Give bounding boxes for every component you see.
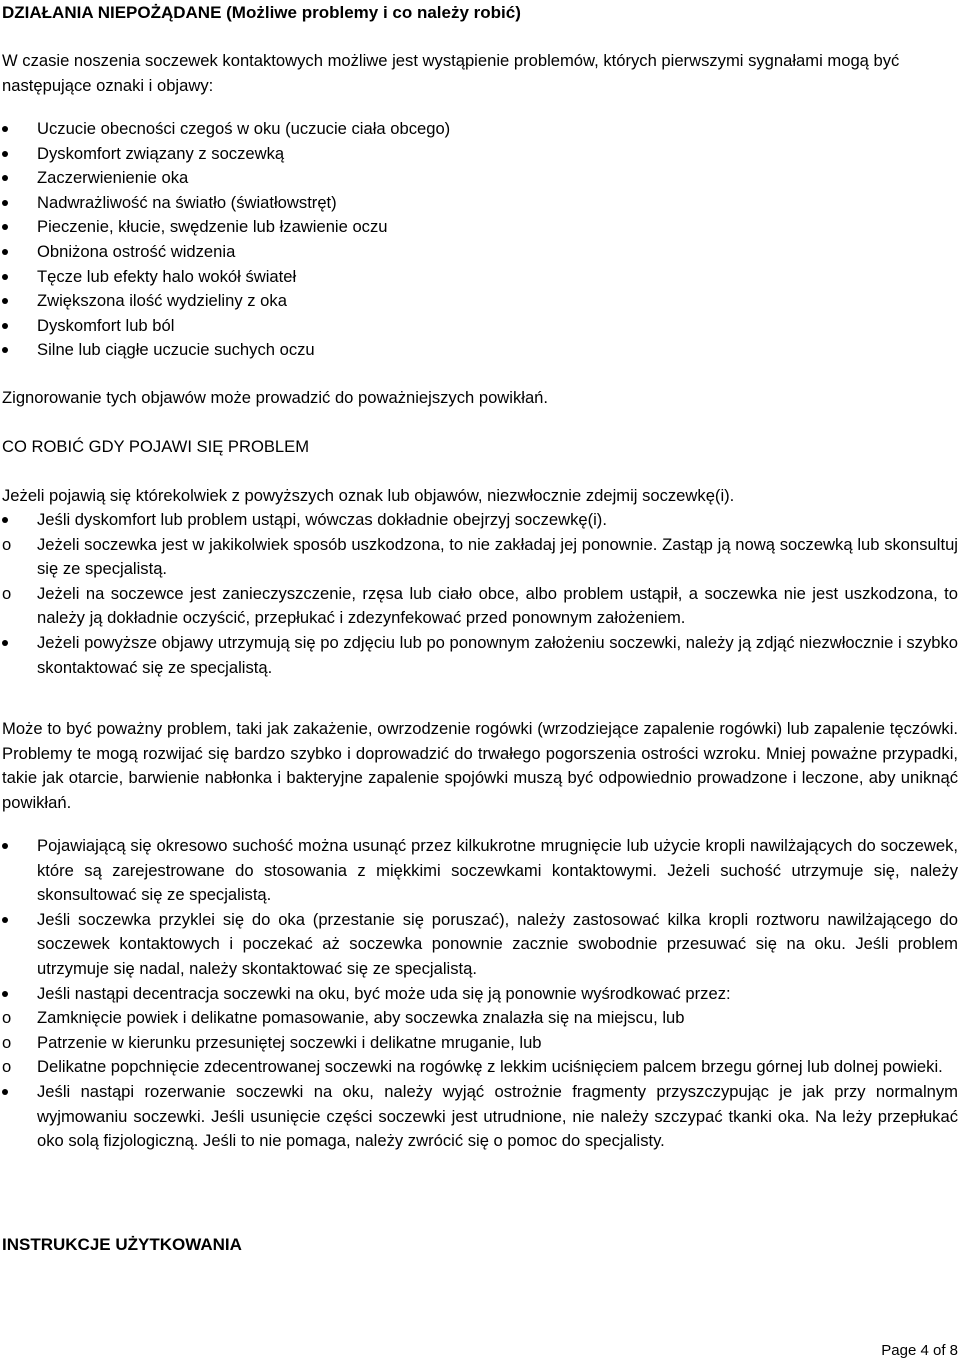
serious-problem-paragraph: Może to być poważny problem, taki jak zakażenie, owrzodzenie rogówki (wrzodziejące zapalenie rogówki) lub zapalenie tęczówki. Problemy te mogą rozwijać się bardzo szybko i doprowadzić do trwałego pogorszenia ostrości wzroku. Mniej poważne przypadki, takie jak otarcie, barwienie nabłonka i bakteryjne zapalenie spojówki muszą być odpowiednio prowadzone i leczone, aby uniknąć powikłań. bbox=[2, 719, 958, 812]
bullet-icon bbox=[2, 517, 8, 523]
section-title-what-to-do: CO ROBIĆ GDY POJAWI SIĘ PROBLEM bbox=[2, 437, 310, 456]
list-item: Jeśli nastąpi rozerwanie soczewki na oku, należy wyjąć ostrożnie fragmenty przyszczypując je jak przy normalnym wyjmowaniu soczewki. Jeśli usunięcie części soczewki jest utrudnione, nie należy szczypać tkanki oka. Na leży przepłukać oko solą fizjologiczną. Jeśli to nie pomaga, należy zwrócić się o pomoc do specjalisty. bbox=[2, 1080, 958, 1154]
sub-list-item: o Zamknięcie powiek i delikatne pomasowanie, aby soczewka znalazła się na miejscu, lub bbox=[2, 1006, 958, 1031]
bullet-icon bbox=[2, 200, 8, 206]
list-item: Jeżeli powyższe objawy utrzymują się po zdjęciu lub po ponownym założeniu soczewki, należy ją zdjąć niezwłocznie i szybko skontaktować się ze specjalistą. bbox=[2, 631, 958, 680]
warning-paragraph: Zignorowanie tych objawów może prowadzić do poważniejszych powikłań. bbox=[2, 388, 549, 407]
list-item: Tęcze lub efekty halo wokół świateł bbox=[2, 265, 958, 290]
bullet-icon bbox=[2, 323, 8, 329]
remove-lens-paragraph: Jeżeli pojawią się którekolwiek z powyższych oznak lub objawów, niezwłocznie zdejmij soczewkę(i). bbox=[2, 486, 735, 505]
bullet-icon bbox=[2, 917, 8, 923]
circle-bullet-icon: o bbox=[2, 1057, 12, 1077]
sub-list-item: o Jeżeli soczewka jest w jakikolwiek sposób uszkodzona, to nie zakładaj jej ponownie. Zastąp ją nową soczewką lub skonsultuj się ze specjalistą. bbox=[2, 534, 958, 579]
sub-list-item: o Jeżeli na soczewce jest zanieczyszczenie, rzęsa lub ciało obce, albo problem ustąpił, a soczewka nie jest uszkodzona, to należy ją dokładnie oczyścić, przepłukać i zdezynfekować przed ponownym założeniem. bbox=[2, 583, 958, 628]
list-item: Jeśli nastąpi decentracja soczewki na oku, być może uda się ją ponownie wyśrodkować przez: o Zamknięcie powiek i delikatne pomasowanie, aby soczewka znalazła się na miejscu, lub o Patrzenie w kierunku przesuniętej soczewki i delikatne mruganie, lub o Delikatne popchnięcie zdecentrowanej soczewki na rogówkę z lekkim uciśnięciem palcem brzegu górnej lub dolnej powieki. bbox=[2, 982, 958, 1080]
list-item: Dyskomfort związany z soczewką bbox=[2, 142, 958, 167]
bullet-icon bbox=[2, 991, 8, 997]
circle-bullet-icon: o bbox=[2, 1008, 12, 1028]
bullet-icon bbox=[2, 298, 8, 304]
tips-list bbox=[2, 834, 958, 1154]
bullet-icon bbox=[2, 175, 8, 181]
list-item: Dyskomfort lub ból bbox=[2, 314, 958, 339]
bullet-icon bbox=[2, 274, 8, 280]
circle-bullet-icon: o bbox=[2, 1032, 12, 1052]
page-number: Page 4 of 8 bbox=[881, 1342, 958, 1359]
sub-list bbox=[2, 1006, 958, 1080]
sub-list-item: o Delikatne popchnięcie zdecentrowanej soczewki na rogówkę z lekkim uciśnięciem palcem brzegu górnej lub dolnej powieki. bbox=[2, 1055, 958, 1080]
circle-bullet-icon: o bbox=[2, 534, 12, 554]
bullet-icon bbox=[2, 1089, 8, 1095]
section-title-adverse-effects: DZIAŁANIA NIEPOŻĄDANE (Możliwe problemy i co należy robić) bbox=[2, 3, 521, 22]
list-item: Zwiększona ilość wydzieliny z oka bbox=[2, 289, 958, 314]
sub-list bbox=[2, 533, 958, 631]
bullet-icon bbox=[2, 224, 8, 230]
list-item: Obniżona ostrość widzenia bbox=[2, 240, 958, 265]
bullet-icon bbox=[2, 151, 8, 157]
list-item: Jeśli dyskomfort lub problem ustąpi, wówczas dokładnie obejrzyj soczewkę(i). o Jeżeli soczewka jest w jakikolwiek sposób uszkodzona, to nie zakładaj jej ponownie. Zastąp ją nową soczewką lub skonsultuj się ze specjalistą. o Jeżeli na soczewce jest zanieczyszczenie, rzęsa lub ciało obce, albo problem ustąpił, a soczewka nie jest uszkodzona, to należy ją dokładnie oczyścić, przepłukać i zdezynfekować przed ponownym założeniem. bbox=[2, 508, 958, 631]
list-item: Pieczenie, kłucie, swędzenie lub łzawienie oczu bbox=[2, 215, 958, 240]
bullet-icon bbox=[2, 347, 8, 353]
section-title-instructions: INSTRUKCJE UŻYTKOWANIA bbox=[2, 1235, 242, 1254]
circle-bullet-icon: o bbox=[2, 583, 12, 603]
bullet-icon bbox=[2, 843, 8, 849]
symptom-list bbox=[2, 117, 958, 363]
list-item: Uczucie obecności czegoś w oku (uczucie ciała obcego) bbox=[2, 117, 958, 142]
list-item: Pojawiającą się okresowo suchość można usunąć przez kilkukrotne mrugnięcie lub użycie kropli nawilżających do soczewek, które są zarejestrowane do stosowania z miękkimi soczewkami kontaktowymi. Jeżeli suchość utrzymuje się, należy skonsultować się ze specjalistą. bbox=[2, 834, 958, 908]
bullet-icon bbox=[2, 126, 8, 132]
intro-paragraph: W czasie noszenia soczewek kontaktowych możliwe jest wystąpienie problemów, których pierwszymi sygnałami mogą być następujące oznaki i objawy: bbox=[2, 51, 900, 95]
list-item: Silne lub ciągłe uczucie suchych oczu bbox=[2, 338, 958, 363]
list-item: Zaczerwienienie oka bbox=[2, 166, 958, 191]
sub-list-item: o Patrzenie w kierunku przesuniętej soczewki i delikatne mruganie, lub bbox=[2, 1031, 958, 1056]
action-list bbox=[2, 508, 958, 680]
bullet-icon bbox=[2, 249, 8, 255]
bullet-icon bbox=[2, 640, 8, 646]
list-item: Nadwrażliwość na światło (światłowstręt) bbox=[2, 191, 958, 216]
list-item: Jeśli soczewka przyklei się do oka (przestanie się poruszać), należy zastosować kilka kropli roztworu nawilżającego do soczewek kontaktowych i poczekać aż soczewka ponownie zacznie swobodnie przesuwać się na oku. Jeśli problem utrzymuje się nadal, należy skontaktować się ze specjalistą. bbox=[2, 908, 958, 982]
